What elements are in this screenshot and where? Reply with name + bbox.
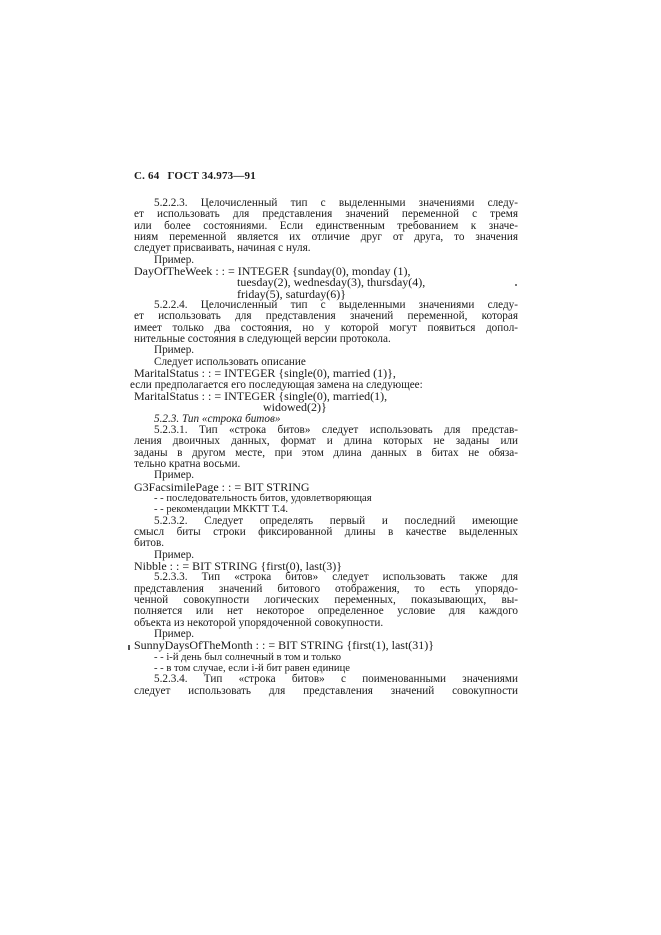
text-line: следует использовать для представления значений совокупности: [134, 684, 518, 697]
text-line: Следует использовать описание: [154, 355, 306, 368]
section-heading: 5.2.3. Тип «строка битов»: [154, 412, 281, 425]
code-line: Nibble : : = BIT STRING {first(0), last(3)}: [134, 559, 343, 573]
code-line: G3FacsimilePage : : = BIT STRING: [134, 479, 310, 494]
text-line: имеет только два состояния, но у которой могут появиться допол-: [134, 321, 518, 334]
text-line: 5.2.2.4. Целочисленный тип с выделенными значениями следу-: [154, 299, 518, 312]
text-line: представления значений битового отображения, то есть упорядо-: [134, 582, 518, 595]
example-label: Пример.: [154, 548, 195, 561]
example-label: Пример.: [154, 469, 195, 482]
text-line: или более состояниями. Если единственным требованием к значе-: [134, 219, 518, 232]
text-line: 5.2.3.4. Тип «строка битов» с поименованными значениями: [154, 673, 518, 686]
code-comment: - - рекомендации МККТТ Т.4.: [154, 504, 289, 516]
code-line: tuesday(2), wednesday(3), thursday(4),: [237, 275, 426, 290]
text-line: 5.2.3.3. Тип «строка битов» следует использовать также для: [154, 571, 518, 584]
text-line: заданы в другом месте, при этом длина данных в битах не обяза-: [134, 446, 518, 459]
text-line: объекта из некоторой упорядоченной совокупности.: [134, 616, 384, 629]
code-line: SunnyDaysOfTheMonth : : = BIT STRING {first(1), last(31)}: [134, 638, 435, 653]
text-line: если предполагается его последующая замена на следующее:: [130, 378, 423, 391]
code-comment: - - последовательность битов, удовлетворяющая: [154, 492, 372, 504]
scan-speck: [128, 645, 130, 650]
code-line: friday(5), saturday(6)}: [237, 286, 347, 301]
code-comment: - - i-й день был солнечный в том и только: [154, 651, 342, 663]
standard-code: ГОСТ 34.973—91: [167, 170, 256, 182]
text-line: нительные состояния в следующей версии протокола.: [134, 333, 391, 346]
code-line: MaritalStatus : : = INTEGER {single(0), married (1)},: [134, 366, 396, 381]
text-line: ет использовать для представления значений переменной с тремя: [134, 208, 518, 221]
text-line: ления двоичных данных, формат и длина которых не заданы или: [134, 435, 518, 448]
code-line: widowed(2)}: [263, 400, 327, 415]
body-text: [130, 197, 518, 697]
page-number: С. 64: [134, 170, 160, 182]
code-comment: - - в том случае, если i-й бит равен единице: [154, 663, 350, 675]
page-header: [134, 170, 256, 182]
text-line: ет использовать для представления значений переменной, которая: [134, 310, 518, 323]
text-line: ченной совокупности логических переменных, показывающих, вы-: [134, 594, 518, 607]
scan-speck: [515, 284, 517, 286]
text-line: полняется или нет некоторое определенное условие для каждого: [134, 605, 518, 618]
text-line: смысл биты строки фиксированной длины в качестве выделенных: [134, 525, 518, 538]
example-label: Пример.: [154, 628, 195, 641]
text-line: битов.: [134, 537, 165, 550]
text-line: 5.2.3.1. Тип «строка битов» следует использовать для представ-: [154, 423, 518, 436]
example-label: Пример.: [154, 253, 195, 266]
example-label: Пример.: [154, 344, 195, 357]
code-line: DayOfTheWeek : : = INTEGER {sunday(0), monday (1),: [134, 264, 411, 279]
code-line: MaritalStatus : : = INTEGER {single(0), married(1),: [134, 388, 388, 403]
text-line: ниям переменной является их отличие друг от друга, то значения: [134, 231, 518, 244]
text-line: 5.2.2.3. Целочисленный тип с выделенными значениями следу-: [154, 197, 518, 209]
text-line: следует присваивать, начиная с нуля.: [134, 242, 311, 255]
text-line: тельно кратна восьми.: [134, 457, 241, 470]
text-line: 5.2.3.2. Следует определять первый и последний имеющие: [154, 514, 518, 527]
